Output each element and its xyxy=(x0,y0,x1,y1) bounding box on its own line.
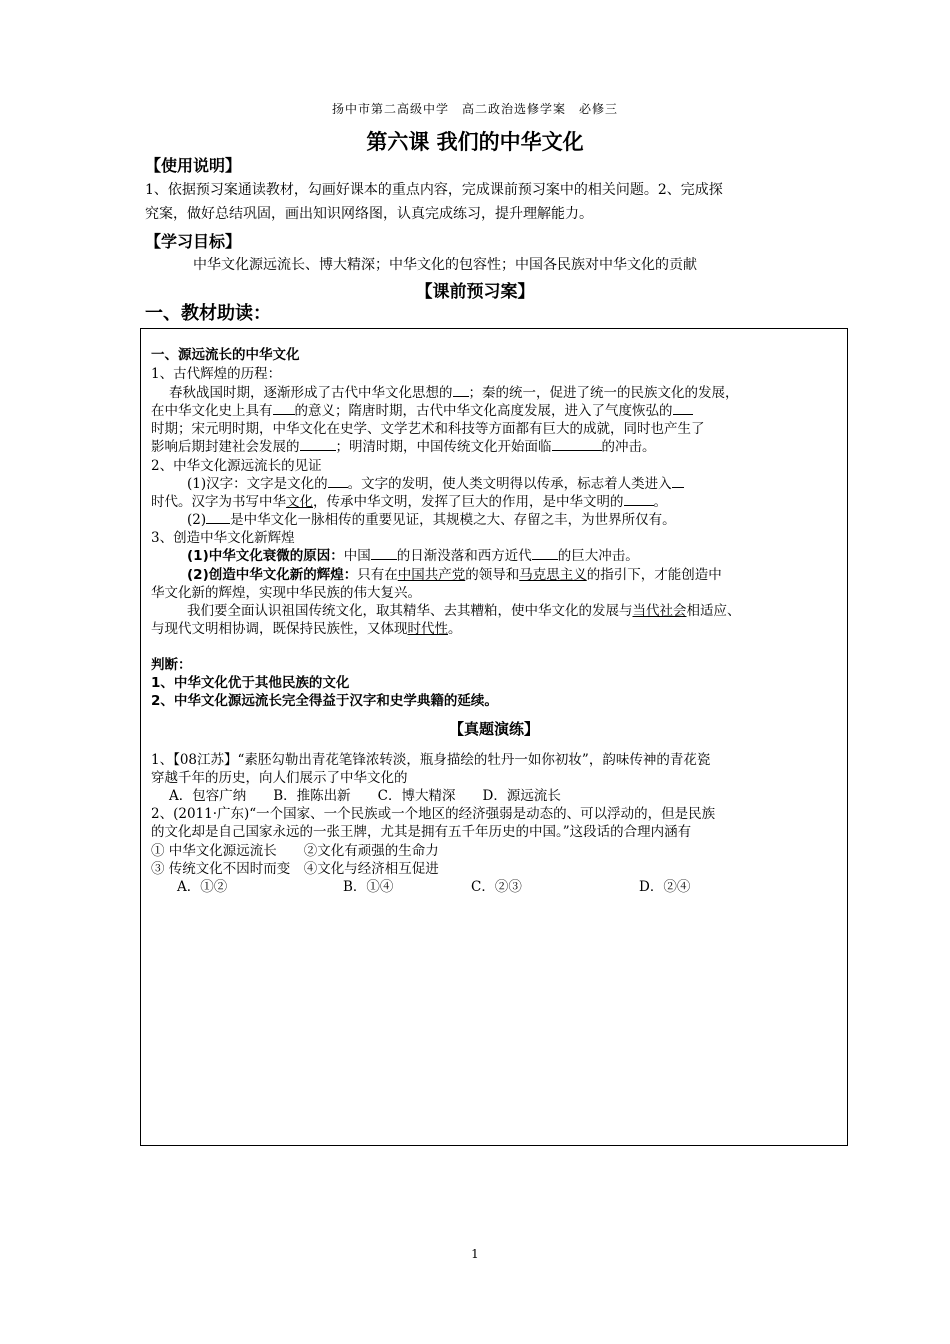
question-2-statements-2: ③ 传统文化不因时而变 ④文化与经济相互促进 xyxy=(151,861,439,877)
revival-line-2: 华文化新的辉煌，实现中华民族的伟大复兴。 xyxy=(151,585,421,601)
page-number: 1 xyxy=(471,1247,479,1261)
revival-line-1: (2)创造中华文化新的辉煌：只有在中国共产党的领导和马克思主义的指引下，才能创造中 xyxy=(187,567,722,583)
tradition-line-1: 我们要全面认识祖国传统文化，取其精华、去其糟粕，使中华文化的发展与当代社会相适应、 xyxy=(187,603,741,619)
tradition-line-2: 与现代文明相协调，既保持民族性，又体现时代性。 xyxy=(151,621,462,637)
section-1-1: 1、古代辉煌的历程： xyxy=(151,366,282,382)
para-1-line-3: 时期；宋元明时期，中华文化在史学、文学艺术和科技等方面都有巨大的成就，同时也产生了 xyxy=(151,421,705,437)
judge-item-1: 1、中华文化优于其他民族的文化 xyxy=(151,675,350,691)
question-2-statements-1: ① 中华文化源远流长 ②文化有顽强的生命力 xyxy=(151,843,439,859)
usage-heading: 【使用说明】 xyxy=(145,156,242,175)
exam-heading: 【真题演练】 xyxy=(448,720,539,738)
reading-heading: 一、教材助读： xyxy=(145,303,271,324)
question-2-option-a: A．①② xyxy=(177,879,228,895)
question-1-line-1: 1、【08江苏】“素胚勾勒出青花笔锋浓转淡，瓶身描绘的牡丹一如你初妆”，韵味传神的青花瓷 xyxy=(151,752,711,768)
para-1-line-1: 春秋战国时期，逐渐形成了古代中华文化思想的 ；秦的统一，促进了统一的民族文化的发展， xyxy=(169,385,739,401)
question-2-line-2: 的文化却是自己国家永远的一张王牌，尤其是拥有五千年历史的中国。”这段话的合理内涵有 xyxy=(151,824,692,840)
goals-heading: 【学习目标】 xyxy=(145,232,242,251)
para-1-line-4: 影响后期封建社会发展的 ；明清时期，中国传统文化开始面临 的冲击。 xyxy=(151,439,656,455)
question-1-options: A．包容广纳 B．推陈出新 C．博大精深 D．源远流长 xyxy=(169,788,561,804)
para-1-line-2: 在中华文化史上具有 的意义；隋唐时期，古代中华文化高度发展，进入了气度恢弘的 xyxy=(151,402,693,420)
hanzi-line-1: (1)汉字：文字是文化的 。文字的发明，使人类文明得以传承，标志着人类进入 xyxy=(187,475,684,493)
reading-box xyxy=(140,328,848,1146)
judge-title: 判断： xyxy=(151,657,192,673)
question-1-line-2: 穿越千年的历史，向人们展示了中华文化的 xyxy=(151,770,408,786)
question-2-option-d: D．②④ xyxy=(639,879,691,895)
question-2-option-b: B．①④ xyxy=(343,879,394,895)
page-title: 第六课 我们的中华文化 xyxy=(366,130,584,154)
question-2-line-1: 2、(2011·广东)“一个国家、一个民族或一个地区的经济强弱是动态的、可以浮动的，但是民族 xyxy=(151,806,716,822)
decline-line: (1)中华文化衰微的原因：中国 的日渐没落和西方近代 的巨大冲击。 xyxy=(187,548,639,564)
section-1-3: 3、创造中华文化新辉煌 xyxy=(151,530,295,546)
usage-line-2: 究案，做好总结巩固，画出知识网络图，认真完成练习，提升理解能力。 xyxy=(145,206,593,222)
preview-heading: 【课前预习案】 xyxy=(415,282,535,302)
judge-item-2: 2、中华文化源远流长完全得益于汉字和史学典籍的延续。 xyxy=(151,693,498,709)
section-1-title: 一、源远流长的中华文化 xyxy=(151,347,300,363)
hanzi-line-2: 时代。汉字为书写中华文化，传承中华文明，发挥了巨大的作用，是中华文明的 。 xyxy=(151,494,667,510)
page-header: 扬中市第二高级中学 高二政治选修学案 必修三 xyxy=(331,102,618,116)
goals-text: 中华文化源远流长、博大精深；中华文化的包容性；中国各民族对中华文化的贡献 xyxy=(193,257,697,273)
section-1-2: 2、中华文化源远流长的见证 xyxy=(151,458,322,474)
question-2-option-c: C．②③ xyxy=(471,879,522,895)
classics-line: (2) 是中华文化一脉相传的重要见证，其规模之大、存留之丰，为世界所仅有。 xyxy=(187,512,676,528)
usage-line-1: 1、依据预习案通读教材，勾画好课本的重点内容，完成课前预习案中的相关问题。2、完成探 xyxy=(145,182,723,198)
